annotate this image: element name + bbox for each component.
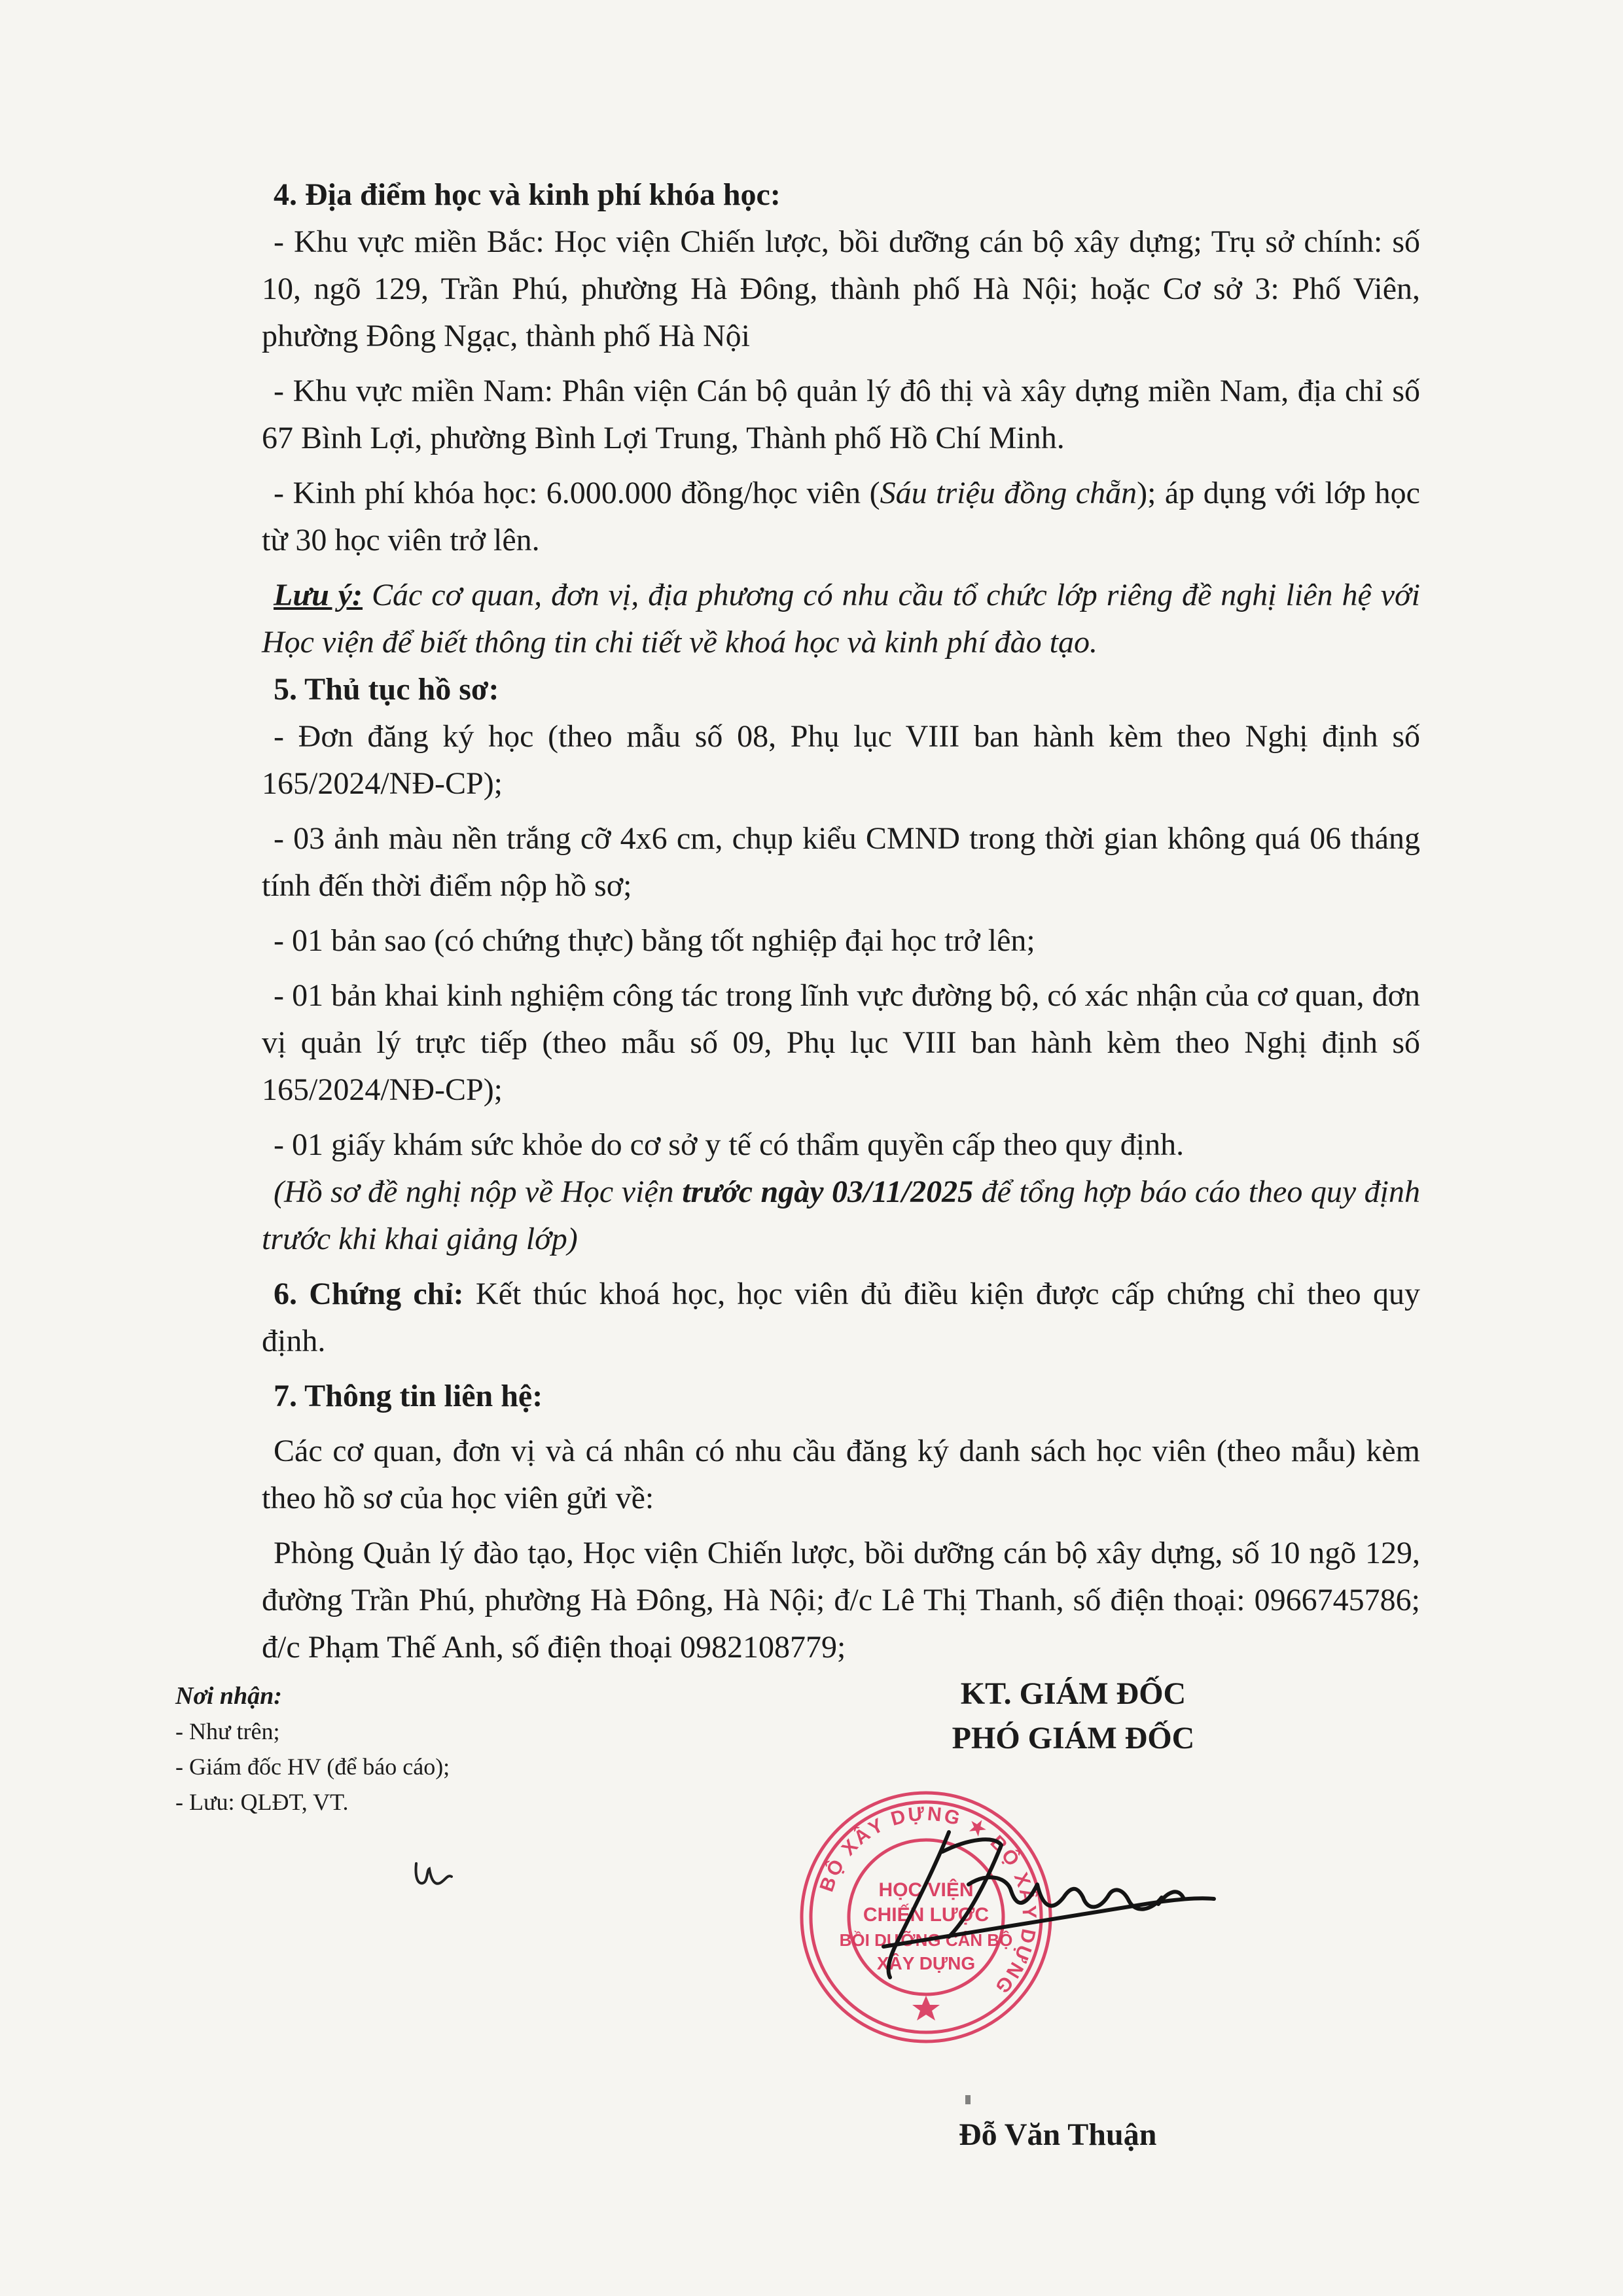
note-text: Các cơ quan, đơn vị, địa phương có nhu cầu tổ chức lớp riêng đề nghị liên hệ với Học viện để biết thông tin chi tiết về khoá học và kinh phí đào tạo. — [262, 578, 1421, 660]
north-location: - Khu vực miền Bắc: Học viện Chiến lược, bồi dưỡng cán bộ xây dựng; Trụ sở chính: số 10, ngõ 129, Trần Phú, phường Hà Đông, thành phố Hà Nội; hoặc Cơ sở 3: Phố Viên, phường Đông Ngạc, thành phố Hà Nội — [262, 224, 1420, 353]
svg-text:HỌC VIỆN: HỌC VIỆN — [878, 1879, 974, 1901]
initials-icon — [411, 1857, 457, 1890]
dossier-item: - 03 ảnh màu nền trắng cỡ 4x6 cm, chụp kiểu CMND trong thời gian không quá 06 tháng tính đến thời điểm nộp hồ sơ; — [262, 821, 1420, 903]
contact-details: Phòng Quản lý đào tạo, Học viện Chiến lược, bồi dưỡng cán bộ xây dựng, số 10 ngõ 129, đường Trần Phú, phường Hà Đông, Hà Nội; đ/c Lê Thị Thanh, số điện thoại: 0966745786; đ/c Phạm Thế Anh, số điện thoại 0982108779; — [262, 1536, 1420, 1665]
fee-suffix: ); áp dụng với lớp học từ 30 học viên trở lên. — [262, 476, 1420, 557]
deadline-suffix: để tổng hợp báo cáo theo quy định trước khi khai giảng lớp) — [262, 1174, 1421, 1256]
recipients-block — [175, 1678, 633, 1820]
recipient-item: - Giám đốc HV (để báo cáo); — [175, 1754, 450, 1780]
certificate — [262, 1271, 1420, 1365]
recipient-item: - Lưu: QLĐT, VT. — [175, 1789, 349, 1815]
svg-text:XÂY DỰNG: XÂY DỰNG — [876, 1953, 976, 1973]
signer-name: Đỗ Văn Thuận — [959, 2117, 1157, 2152]
dossier-item: - 01 bản sao (có chứng thực) bằng tốt nghiệp đại học trở lên; — [274, 923, 1035, 958]
submission-deadline — [262, 1169, 1420, 1263]
recipient-item: - Như trên; — [175, 1718, 280, 1744]
dossier-item: - 01 bản khai kinh nghiệm công tác trong lĩnh vực đường bộ, có xác nhận của cơ quan, đơn vị quản lý trực tiếp (theo mẫu số 09, Phụ lục VIII ban hành kèm theo Nghị định số 165/2024/NĐ-CP); — [262, 978, 1420, 1107]
certificate-text: Kết thúc khoá học, học viên đủ điều kiện được cấp chứng chỉ theo quy định. — [262, 1277, 1420, 1358]
fee-prefix: - Kinh phí khóa học: 6.000.000 đồng/học viên ( — [274, 476, 880, 510]
section-6-heading: 6. Chứng chỉ: — [274, 1277, 464, 1311]
course-fee — [262, 470, 1420, 564]
section-5-heading: 5. Thủ tục hồ sơ: — [274, 672, 499, 707]
contact-intro: Các cơ quan, đơn vị và cá nhân có nhu cầu đăng ký danh sách học viên (theo mẫu) kèm theo hồ sơ của học viên gửi về: — [262, 1434, 1420, 1515]
section-7-heading: 7. Thông tin liên hệ: — [274, 1379, 543, 1413]
signer-title: PHÓ GIÁM ĐỐC — [952, 1721, 1195, 1756]
signer-role: KT. GIÁM ĐỐC — [960, 1676, 1186, 1711]
dossier-item: - Đơn đăng ký học (theo mẫu số 08, Phụ lục VIII ban hành kèm theo Nghị định số 165/2024/NĐ-CP); — [262, 719, 1420, 801]
note — [262, 572, 1420, 666]
section-4-heading: 4. Địa điểm học và kinh phí khóa học: — [274, 177, 781, 212]
dossier-item: - 01 giấy khám sức khỏe do cơ sở y tế có thẩm quyền cấp theo quy định. — [274, 1127, 1185, 1162]
pen-mark — [965, 2095, 971, 2104]
svg-text:BỘ XÂY DỰNG ★ BỘ XÂY: BỘ XÂY DỰNG ★ BỘ XÂY DỰNG — [815, 1803, 1041, 1999]
note-label: Lưu ý: — [274, 578, 363, 612]
deadline-date: trước ngày 03/11/2025 — [682, 1174, 974, 1209]
handwritten-signature-icon — [870, 1806, 1224, 1989]
fee-in-words: Sáu triệu đồng chẵn — [880, 476, 1137, 510]
svg-text:CHIẾN LƯỢC: CHIẾN LƯỢC — [863, 1904, 990, 1926]
deadline-prefix: (Hồ sơ đề nghị nộp về Học viện — [274, 1174, 683, 1209]
recipients-title: Nơi nhận: — [175, 1682, 282, 1710]
document-body — [262, 171, 1420, 1671]
south-location: - Khu vực miền Nam: Phân viện Cán bộ quản lý đô thị và xây dựng miền Nam, địa chỉ số 67 Bình Lợi, phường Bình Lợi Trung, Thành phố Hồ Chí Minh. — [262, 374, 1420, 455]
svg-text:BỒI DƯỠNG CÁN BỘ: BỒI DƯỠNG CÁN BỘ — [839, 1930, 1013, 1950]
